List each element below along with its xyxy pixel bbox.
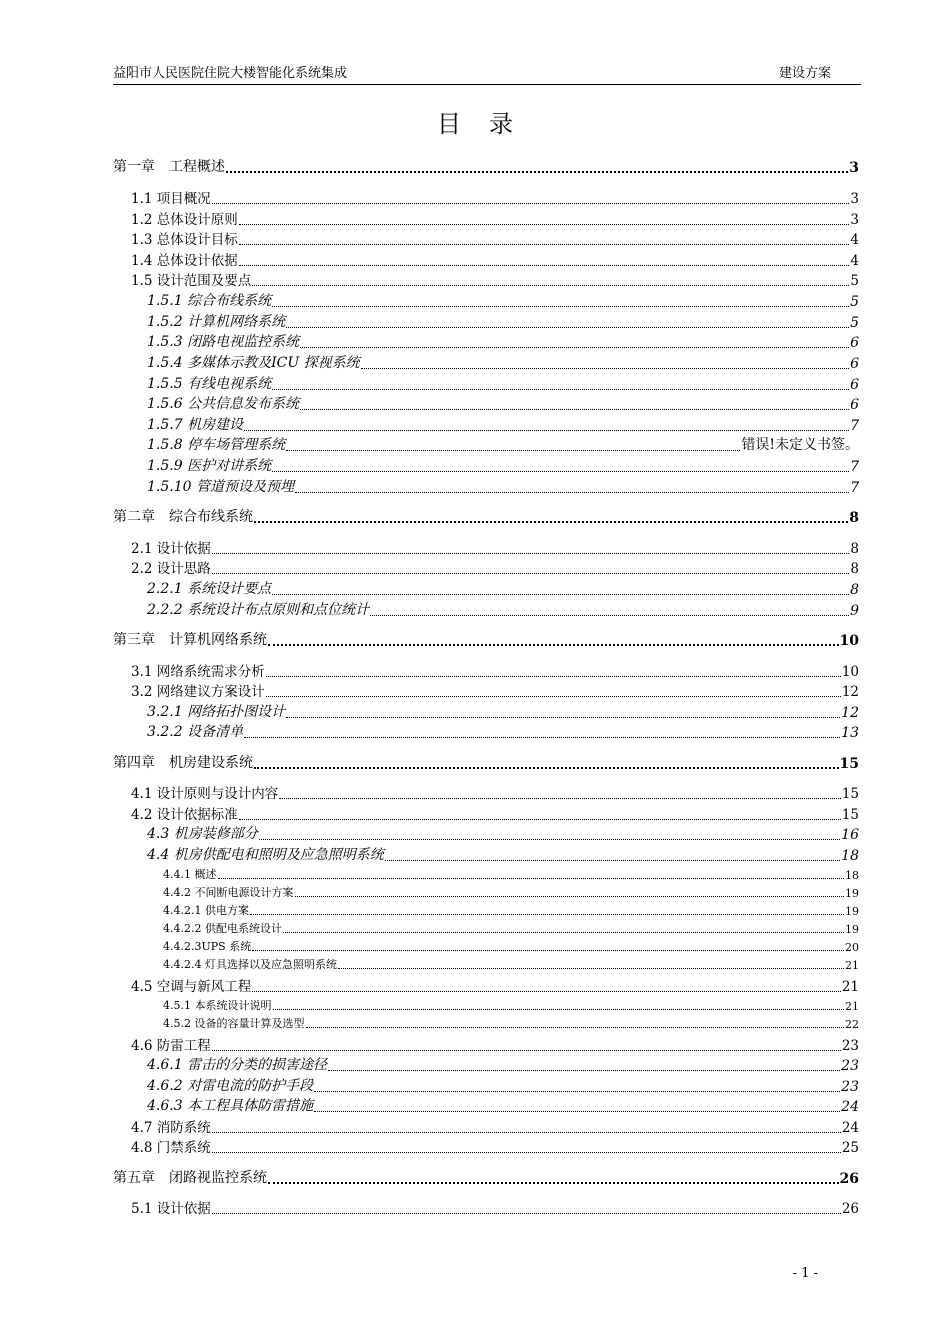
toc-page-number: 23 bbox=[841, 1058, 859, 1074]
toc-entry[interactable] bbox=[131, 782, 859, 802]
toc-page-number: 26 bbox=[841, 1201, 859, 1217]
toc-entry[interactable] bbox=[147, 311, 859, 331]
toc-leader-dots bbox=[300, 395, 849, 410]
toc-page-number: 8 bbox=[850, 561, 859, 577]
toc-entry-title: 第二章 综合布线系统 bbox=[113, 509, 253, 525]
toc-page-number: 19 bbox=[845, 923, 859, 936]
toc-entry[interactable] bbox=[147, 331, 859, 351]
header-project-title: 益阳市人民医院住院大楼智能化系统集成 bbox=[113, 66, 348, 81]
toc-entry[interactable] bbox=[147, 721, 859, 741]
toc-page-number: 16 bbox=[841, 827, 859, 843]
toc-entry-title: 1.5.3 闭路电视监控系统 bbox=[147, 334, 300, 350]
toc-page-number: 3 bbox=[849, 160, 859, 176]
toc-entry-title: 1.5.1 综合布线系统 bbox=[147, 293, 272, 309]
toc-entry-title: 1.2 总体设计原则 bbox=[131, 212, 238, 228]
toc-entry-title: 1.5.9 医护对讲系统 bbox=[147, 458, 272, 474]
toc-page-number: 5 bbox=[850, 294, 859, 310]
toc-entry-title: 3.2 网络建议方案设计 bbox=[131, 684, 265, 700]
toc-leader-dots bbox=[212, 1200, 841, 1215]
toc-page-number: 5 bbox=[850, 273, 859, 289]
toc-entry-title: 4.6.1 雷击的分类的损害途径 bbox=[147, 1057, 328, 1073]
toc-leader-dots bbox=[361, 354, 850, 369]
toc-entry[interactable] bbox=[147, 578, 859, 598]
toc-leader-dots bbox=[272, 375, 849, 390]
toc-leader-dots bbox=[273, 998, 845, 1010]
toc-page-number: 23 bbox=[841, 1038, 859, 1054]
toc-page-number: 10 bbox=[839, 633, 859, 649]
toc-entry[interactable] bbox=[147, 290, 859, 310]
toc-page-number: 19 bbox=[845, 887, 859, 900]
toc-entry[interactable] bbox=[163, 938, 859, 954]
toc-entry[interactable] bbox=[131, 803, 859, 823]
toc-entry[interactable] bbox=[131, 660, 859, 680]
toc-leader-dots bbox=[272, 580, 849, 595]
toc-page-number: 25 bbox=[841, 1140, 859, 1156]
toc-entry-title: 4.7 消防系统 bbox=[131, 1120, 211, 1136]
toc-page-number: 13 bbox=[841, 725, 859, 741]
toc-page-number: 7 bbox=[850, 459, 859, 475]
toc-title: 目录 bbox=[437, 110, 541, 138]
toc-leader-dots bbox=[300, 333, 849, 348]
toc-leader-dots bbox=[212, 540, 850, 555]
toc-chapter-entry[interactable] bbox=[113, 156, 859, 176]
toc-page-number: 15 bbox=[841, 786, 859, 802]
toc-leader-dots bbox=[244, 723, 840, 738]
toc-entry-title: 3.2.2 设备清单 bbox=[147, 724, 244, 740]
toc-leader-dots bbox=[252, 978, 841, 993]
toc-entry[interactable] bbox=[147, 434, 859, 454]
toc-leader-dots bbox=[338, 957, 844, 969]
toc-leader-dots bbox=[328, 1056, 840, 1071]
toc-leader-dots bbox=[283, 921, 844, 933]
toc-entry-title: 4.4.2.4 灯具选择以及应急照明系统 bbox=[163, 958, 337, 971]
toc-entry[interactable] bbox=[131, 249, 859, 269]
toc-page-number: 20 bbox=[845, 941, 859, 954]
toc-leader-dots bbox=[295, 885, 845, 897]
toc-entry[interactable] bbox=[147, 1095, 859, 1115]
toc-leader-dots bbox=[295, 478, 849, 493]
toc-page-number: 12 bbox=[841, 684, 859, 700]
toc-leader-dots bbox=[266, 683, 841, 698]
toc-entry-title: 4.5.2 设备的容量计算及选型 bbox=[163, 1017, 305, 1030]
toc-page-number: 24 bbox=[841, 1120, 859, 1136]
toc-entry-title: 第四章 机房建设系统 bbox=[113, 755, 253, 771]
toc-page-number: 26 bbox=[839, 1171, 859, 1187]
toc-leader-dots bbox=[306, 1016, 845, 1028]
toc-page-number: 6 bbox=[850, 356, 859, 372]
toc-entry-title: 1.5.10 管道预设及预埋 bbox=[147, 479, 294, 495]
toc-page-number: 21 bbox=[845, 1000, 859, 1013]
toc-entry[interactable] bbox=[131, 228, 859, 248]
toc-leader-dots bbox=[252, 939, 844, 951]
toc-entry[interactable] bbox=[147, 844, 859, 864]
toc-entry-title: 4.4 机房供配电和照明及应急照明系统 bbox=[147, 847, 384, 863]
toc-entry-title: 1.5.8 停车场管理系统 bbox=[147, 437, 286, 453]
toc-leader-dots bbox=[250, 903, 844, 915]
toc-page-number: 5 bbox=[850, 315, 859, 331]
toc-leader-dots bbox=[212, 560, 850, 575]
toc-leader-dots bbox=[286, 436, 740, 451]
toc-entry[interactable] bbox=[147, 352, 859, 372]
toc-leader-dots bbox=[266, 663, 841, 678]
toc-entry[interactable] bbox=[147, 1075, 859, 1095]
toc-entry[interactable] bbox=[163, 884, 859, 900]
toc-page-number: 19 bbox=[845, 905, 859, 918]
toc-chapter-entry[interactable] bbox=[113, 752, 859, 772]
toc-leader-dots bbox=[226, 157, 848, 173]
toc-leader-dots bbox=[252, 272, 849, 287]
toc-leader-dots bbox=[239, 806, 841, 821]
toc-entry[interactable] bbox=[147, 393, 859, 413]
toc-page-number: 10 bbox=[841, 664, 859, 680]
toc-page-number: 21 bbox=[845, 959, 859, 972]
toc-entry[interactable] bbox=[147, 414, 859, 434]
toc-page-number: 8 bbox=[850, 582, 859, 598]
toc-entry[interactable] bbox=[163, 902, 859, 918]
toc-entry[interactable] bbox=[147, 455, 859, 475]
toc-entry-title: 4.8 门禁系统 bbox=[131, 1140, 211, 1156]
toc-page-number: 4 bbox=[850, 232, 859, 248]
toc-entry-title: 4.5.1 本系统设计说明 bbox=[163, 999, 272, 1012]
toc-entry-title: 2.2.1 系统设计要点 bbox=[147, 581, 272, 597]
toc-entry[interactable] bbox=[131, 269, 859, 289]
toc-entry[interactable] bbox=[147, 1054, 859, 1074]
toc-page-number: 6 bbox=[850, 397, 859, 413]
toc-entry-title: 4.4.2.3UPS 系统 bbox=[163, 940, 252, 953]
toc-leader-dots bbox=[239, 231, 850, 246]
toc-entry[interactable] bbox=[147, 476, 859, 496]
toc-entry-title: 1.3 总体设计目标 bbox=[131, 232, 238, 248]
toc-leader-dots bbox=[239, 211, 850, 226]
toc-entry[interactable] bbox=[163, 956, 859, 972]
toc-entry[interactable] bbox=[147, 701, 859, 721]
header-doc-type: 建设方案 bbox=[778, 66, 831, 81]
toc-entry[interactable] bbox=[131, 1034, 859, 1054]
toc-entry[interactable] bbox=[163, 997, 859, 1013]
toc-entry-title: 第五章 闭路视监控系统 bbox=[113, 1170, 267, 1186]
toc-entry-title: 4.2 设计依据标准 bbox=[131, 807, 238, 823]
toc-leader-dots bbox=[239, 252, 850, 267]
toc-entry-title: 1.5.2 计算机网络系统 bbox=[147, 314, 286, 330]
toc-page-number: 6 bbox=[850, 335, 859, 351]
toc-leader-dots bbox=[272, 292, 849, 307]
toc-entry-title: 4.4.2.1 供电方案 bbox=[163, 904, 249, 917]
toc-entry-title: 1.5 设计范围及要点 bbox=[131, 273, 252, 289]
toc-page-number: 21 bbox=[841, 979, 859, 995]
toc-entry-title: 4.1 设计原则与设计内容 bbox=[131, 786, 279, 802]
toc-entry[interactable] bbox=[163, 920, 859, 936]
toc-entry[interactable] bbox=[147, 823, 859, 843]
toc-leader-dots bbox=[212, 1037, 841, 1052]
toc-entry-title: 4.4.2.2 供配电系统设计 bbox=[163, 922, 282, 935]
toc-page-number: 3 bbox=[850, 212, 859, 228]
toc-page-number: 15 bbox=[839, 756, 859, 772]
toc-page-number: 7 bbox=[850, 480, 859, 496]
toc-entry[interactable] bbox=[131, 557, 859, 577]
toc-page-number: 错误!未定义书签。 bbox=[741, 437, 859, 453]
toc-entry[interactable] bbox=[147, 599, 859, 619]
toc-leader-dots bbox=[286, 703, 840, 718]
toc-entry-title: 5.1 设计依据 bbox=[131, 1201, 211, 1217]
toc-page-number: 9 bbox=[850, 603, 859, 619]
toc-page-number: 3 bbox=[850, 191, 859, 207]
toc-entry-title: 2.2 设计思路 bbox=[131, 561, 211, 577]
toc-entry-title: 1.5.6 公共信息发布系统 bbox=[147, 396, 300, 412]
page-number: - 1 - bbox=[792, 1266, 818, 1281]
toc-entry[interactable] bbox=[131, 975, 859, 995]
toc-leader-dots bbox=[218, 867, 845, 879]
toc-entry[interactable] bbox=[131, 208, 859, 228]
toc-entry[interactable] bbox=[163, 1015, 859, 1031]
toc-entry[interactable] bbox=[131, 1136, 859, 1156]
toc-leader-dots bbox=[314, 1097, 840, 1112]
toc-entry-title: 1.5.5 有线电视系统 bbox=[147, 376, 272, 392]
toc-page-number: 8 bbox=[849, 510, 859, 526]
toc-leader-dots bbox=[244, 416, 849, 431]
toc-entry[interactable] bbox=[131, 1116, 859, 1136]
toc-leader-dots bbox=[272, 457, 849, 472]
toc-leader-dots bbox=[254, 507, 848, 523]
toc-entry-title: 4.5 空调与新风工程 bbox=[131, 979, 252, 995]
toc-page-number: 8 bbox=[850, 541, 859, 557]
toc-entry-title: 4.3 机房装修部分 bbox=[147, 826, 258, 842]
toc-entry[interactable] bbox=[131, 680, 859, 700]
toc-entry-title: 1.1 项目概况 bbox=[131, 191, 211, 207]
toc-page-number: 24 bbox=[841, 1099, 859, 1115]
toc-entry-title: 4.6.2 对雷电流的防护手段 bbox=[147, 1078, 314, 1094]
toc-leader-dots bbox=[279, 785, 841, 800]
toc-leader-dots bbox=[385, 846, 840, 861]
toc-leader-dots bbox=[212, 1119, 841, 1134]
toc-leader-dots bbox=[212, 190, 850, 205]
toc-leader-dots bbox=[314, 1077, 840, 1092]
toc-entry-title: 第三章 计算机网络系统 bbox=[113, 632, 267, 648]
toc-page-number: 18 bbox=[845, 869, 859, 882]
toc-page-number: 12 bbox=[841, 705, 859, 721]
toc-entry[interactable] bbox=[131, 187, 859, 207]
toc-entry-title: 2.2.2 系统设计布点原则和点位统计 bbox=[147, 602, 370, 618]
toc-leader-dots bbox=[286, 313, 849, 328]
toc-leader-dots bbox=[268, 1168, 839, 1184]
toc-chapter-entry[interactable] bbox=[113, 506, 859, 526]
toc-page-number: 18 bbox=[841, 848, 859, 864]
toc-leader-dots bbox=[268, 630, 839, 646]
toc-entry[interactable] bbox=[131, 537, 859, 557]
toc-entry-title: 4.6.3 本工程具体防雷措施 bbox=[147, 1098, 314, 1114]
toc-entry-title: 3.2.1 网络拓扑图设计 bbox=[147, 704, 286, 720]
toc-page-number: 22 bbox=[845, 1018, 859, 1031]
toc-leader-dots bbox=[212, 1139, 841, 1154]
toc-entry-title: 4.4.1 概述 bbox=[163, 868, 217, 881]
toc-entry-title: 4.6 防雷工程 bbox=[131, 1038, 211, 1054]
toc-chapter-entry[interactable] bbox=[113, 629, 859, 649]
toc-entry-title: 3.1 网络系统需求分析 bbox=[131, 664, 265, 680]
toc-page-number: 15 bbox=[841, 807, 859, 823]
toc-entry-title: 第一章 工程概述 bbox=[113, 159, 225, 175]
toc-leader-dots bbox=[254, 753, 839, 769]
toc-page-number: 23 bbox=[841, 1079, 859, 1095]
toc-entry-title: 1.5.7 机房建设 bbox=[147, 417, 244, 433]
toc-page-number: 6 bbox=[850, 377, 859, 393]
toc-leader-dots bbox=[370, 601, 849, 616]
toc-chapter-entry[interactable] bbox=[113, 1167, 859, 1187]
toc-entry-title: 1.5.4 多媒体示教及ICU 探视系统 bbox=[147, 355, 360, 371]
toc-entry-title: 2.1 设计依据 bbox=[131, 541, 211, 557]
toc-entry[interactable] bbox=[131, 1197, 859, 1217]
toc-entry-title: 4.4.2 不间断电源设计方案 bbox=[163, 886, 294, 899]
toc-entry[interactable] bbox=[147, 373, 859, 393]
toc-entry-title: 1.4 总体设计依据 bbox=[131, 253, 238, 269]
toc-leader-dots bbox=[259, 825, 840, 840]
toc-entry[interactable] bbox=[163, 866, 859, 882]
toc-page-number: 4 bbox=[850, 253, 859, 269]
toc-page-number: 7 bbox=[850, 418, 859, 434]
